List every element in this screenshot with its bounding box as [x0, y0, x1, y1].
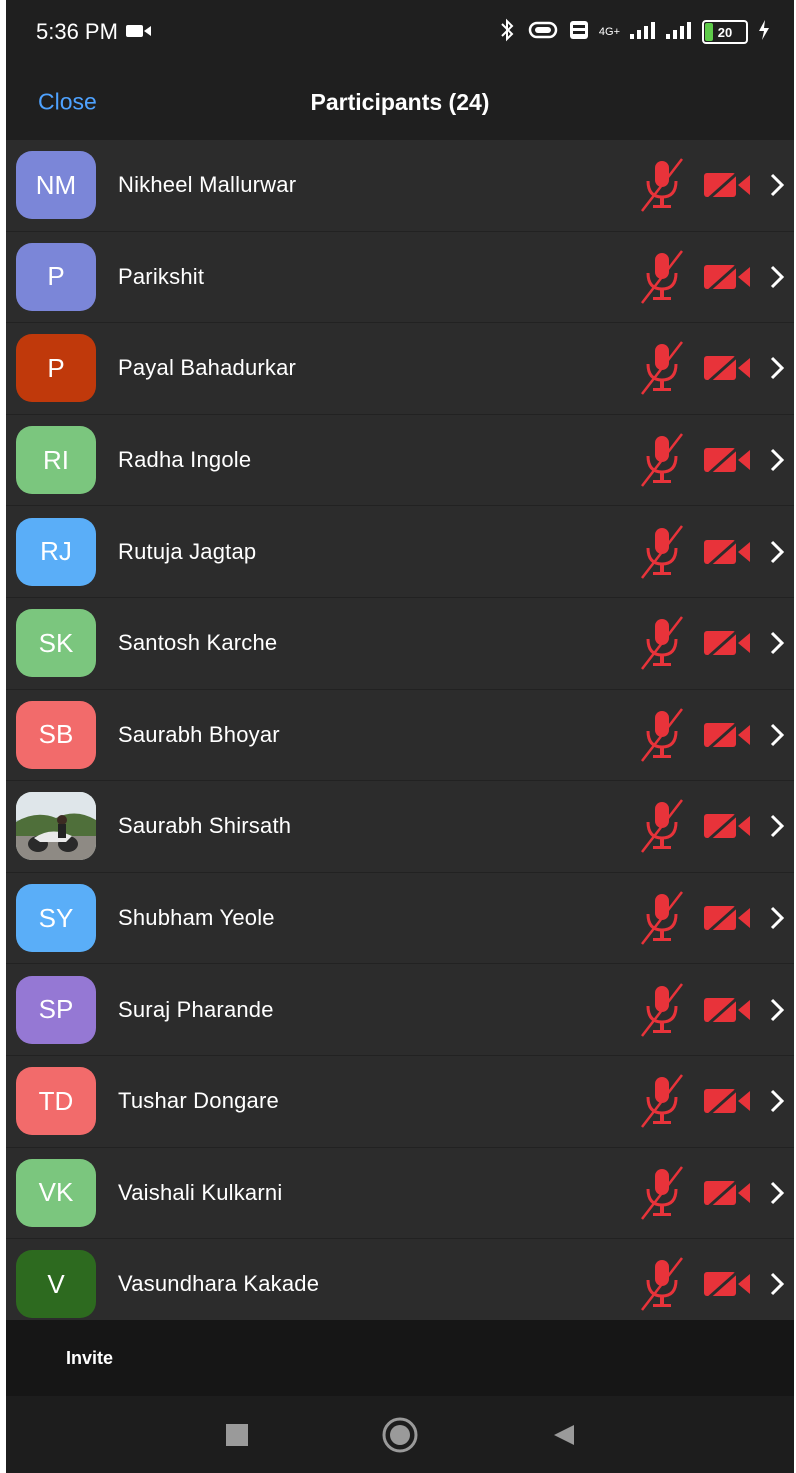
participant-row[interactable] [6, 598, 794, 690]
participant-name: Payal Bahadurkar [118, 355, 297, 381]
video-off-icon [702, 806, 752, 846]
chevron-right-icon[interactable] [768, 904, 786, 932]
participant-status-icons [638, 247, 786, 307]
status-bar [6, 0, 794, 64]
video-recording-icon [126, 19, 152, 45]
signal-icon [630, 21, 656, 44]
mic-muted-icon [638, 247, 686, 307]
back-icon [550, 1422, 576, 1448]
network-type: 4G+ [598, 26, 620, 38]
participant-status-icons [638, 1163, 786, 1223]
chevron-right-icon[interactable] [768, 446, 786, 474]
avatar: SP [16, 976, 96, 1044]
signal-icon-2 [666, 21, 692, 44]
participant-name: Radha Ingole [118, 447, 252, 473]
chevron-right-icon[interactable] [768, 538, 786, 566]
video-off-icon [702, 1264, 752, 1304]
avatar: SK [16, 609, 96, 677]
status-time: 5:36 PM [36, 19, 118, 44]
participant-row[interactable] [6, 232, 794, 324]
participant-status-icons [638, 980, 786, 1040]
chevron-right-icon[interactable] [768, 354, 786, 382]
participant-name: Parikshit [118, 263, 205, 289]
system-nav-bar [6, 1396, 794, 1473]
avatar: RI [16, 426, 96, 494]
mic-muted-icon [638, 522, 686, 582]
participant-row[interactable] [6, 1239, 794, 1331]
participant-name: Suraj Pharande [118, 996, 274, 1022]
recents-button[interactable] [217, 1415, 257, 1455]
participant-row[interactable] [6, 506, 794, 598]
participant-name: Tushar Dongare [118, 1088, 279, 1114]
chevron-right-icon[interactable] [768, 1270, 786, 1298]
participant-row[interactable] [6, 781, 794, 873]
participant-status-icons [638, 796, 786, 856]
chevron-right-icon[interactable] [768, 1087, 786, 1115]
participant-row[interactable] [6, 415, 794, 507]
chevron-right-icon[interactable] [768, 263, 786, 291]
bluetooth-icon [497, 18, 517, 47]
participant-name: Saurabh Shirsath [118, 813, 292, 839]
chevron-right-icon[interactable] [768, 629, 786, 657]
battery-level: 20 [717, 24, 733, 40]
mic-muted-icon [638, 888, 686, 948]
mic-muted-icon [638, 796, 686, 856]
avatar: NM [16, 151, 96, 219]
mic-muted-icon [638, 1254, 686, 1314]
vibrate-icon [527, 20, 559, 45]
home-icon [381, 1416, 419, 1454]
mic-muted-icon [638, 155, 686, 215]
participant-row[interactable] [6, 964, 794, 1056]
chevron-right-icon[interactable] [768, 812, 786, 840]
participant-status-icons [638, 338, 786, 398]
video-off-icon [702, 715, 752, 755]
avatar: TD [16, 1067, 96, 1135]
mic-muted-icon [638, 1071, 686, 1131]
video-off-icon [702, 898, 752, 938]
participant-status-icons [638, 522, 786, 582]
participant-list [6, 140, 794, 1331]
avatar: VK [16, 1159, 96, 1227]
chevron-right-icon[interactable] [768, 996, 786, 1024]
charging-icon [758, 20, 770, 45]
participant-name: Vasundhara Kakade [118, 1271, 320, 1297]
battery-icon [702, 20, 748, 44]
invite-button[interactable]: Invite [66, 1347, 114, 1368]
mic-muted-icon [638, 613, 686, 673]
status-left [36, 19, 152, 45]
page-title: Participants (24) [310, 88, 490, 115]
avatar: P [16, 334, 96, 402]
mic-muted-icon [638, 338, 686, 398]
participant-name: Santosh Karche [118, 630, 278, 656]
back-button[interactable] [543, 1415, 583, 1455]
video-off-icon [702, 990, 752, 1030]
mic-muted-icon [638, 430, 686, 490]
participant-row[interactable] [6, 140, 794, 232]
participant-name: Saurabh Bhoyar [118, 721, 280, 747]
chevron-right-icon[interactable] [768, 171, 786, 199]
volte-icon [569, 20, 589, 45]
chevron-right-icon[interactable] [768, 1179, 786, 1207]
participant-row[interactable] [6, 1056, 794, 1148]
invite-bar [6, 1320, 794, 1396]
participant-status-icons [638, 613, 786, 673]
participant-status-icons [638, 1071, 786, 1131]
chevron-right-icon[interactable] [768, 721, 786, 749]
close-button[interactable]: Close [38, 88, 97, 115]
video-off-icon [702, 440, 752, 480]
participant-status-icons [638, 430, 786, 490]
mic-muted-icon [638, 980, 686, 1040]
avatar: SB [16, 701, 96, 769]
participant-status-icons [638, 1254, 786, 1314]
video-off-icon [702, 532, 752, 572]
avatar: RJ [16, 518, 96, 586]
participant-name: Shubham Yeole [118, 905, 275, 931]
avatar: P [16, 243, 96, 311]
avatar: SY [16, 884, 96, 952]
header [6, 64, 794, 140]
home-button[interactable] [380, 1415, 420, 1455]
mic-muted-icon [638, 705, 686, 765]
video-off-icon [702, 623, 752, 663]
participant-status-icons [638, 705, 786, 765]
screen [6, 0, 794, 1473]
avatar-photo [16, 792, 96, 860]
participant-status-icons [638, 155, 786, 215]
avatar: V [16, 1250, 96, 1318]
status-right [497, 18, 770, 47]
participant-row[interactable] [6, 690, 794, 782]
video-off-icon [702, 165, 752, 205]
video-off-icon [702, 1173, 752, 1213]
participant-name: Nikheel Mallurwar [118, 172, 297, 198]
video-off-icon [702, 348, 752, 388]
mic-muted-icon [638, 1163, 686, 1223]
video-off-icon [702, 257, 752, 297]
recents-icon [224, 1422, 250, 1448]
participant-row[interactable] [6, 1148, 794, 1240]
participant-name: Rutuja Jagtap [118, 538, 257, 564]
participant-name: Vaishali Kulkarni [118, 1179, 283, 1205]
video-off-icon [702, 1081, 752, 1121]
participant-row[interactable] [6, 323, 794, 415]
battery-fill [705, 23, 713, 41]
participant-status-icons [638, 888, 786, 948]
participant-row[interactable] [6, 873, 794, 965]
